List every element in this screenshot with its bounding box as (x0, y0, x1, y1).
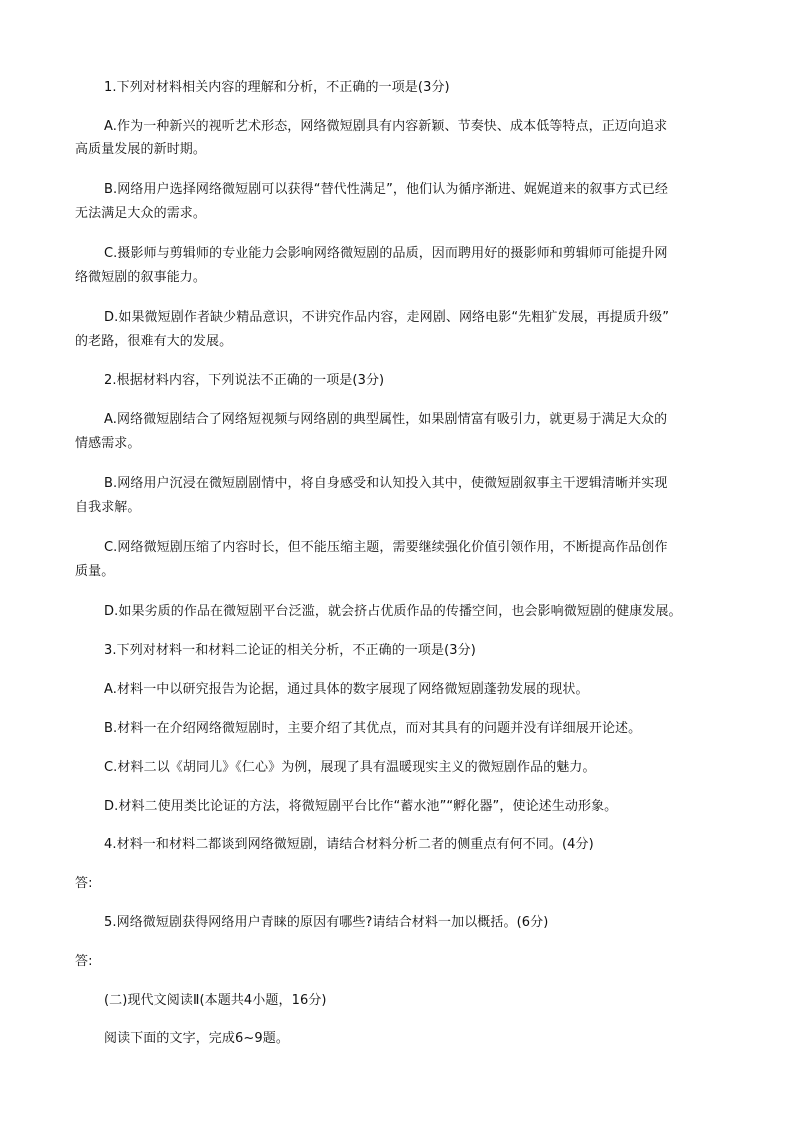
question-3-stem: 3.下列对材料一和材料二论证的相关分析，不正确的一项是(3分) (104, 643, 476, 658)
question-5-stem: 5.网络微短剧获得网络用户青睐的原因有哪些?请结合材料一加以概括。(6分) (104, 915, 549, 930)
question-1-stem: 1.下列对材料相关内容的理解和分析，不正确的一项是(3分) (104, 80, 450, 95)
question-1-option-c-line1: C.摄影师与剪辑师的专业能力会影响网络微短剧的品质，因而聘用好的摄影师和剪辑师可能提升网 (104, 246, 668, 261)
question-2-option-d-line1: D.如果劣质的作品在微短剧平台泛滥，就会挤占优质作品的传播空间，也会影响微短剧的健康发展。 (104, 604, 682, 619)
question-1-option-d-line1: D.如果微短剧作者缺少精品意识，不讲究作品内容，走网剧、网络电影“先粗犷发展，再提质升级” (104, 310, 670, 325)
question-4-answer-label: 答: (75, 876, 93, 891)
question-2-option-a-line1: A.网络微短剧结合了网络短视频与网络剧的典型属性，如果剧情富有吸引力，就更易于满足大众的 (104, 412, 668, 427)
question-4-stem: 4.材料一和材料二都谈到网络微短剧，请结合材料分析二者的侧重点有何不同。(4分) (104, 837, 594, 852)
question-5-answer-label: 答: (75, 954, 93, 969)
question-1-option-c-line2: 络微短剧的叙事能力。 (75, 270, 207, 285)
question-2-option-a-line2: 情感需求。 (75, 436, 141, 451)
question-2-option-b-line1: B.网络用户沉浸在微短剧剧情中，将自身感受和认知投入其中，使微短剧叙事主干逻辑清晰并实现 (104, 476, 668, 491)
question-1-option-b-line1: B.网络用户选择网络微短剧可以获得“替代性满足”，他们认为循序渐进、娓娓道来的叙事方式已经 (104, 182, 669, 197)
question-3-option-a: A.材料一中以研究报告为论据，通过具体的数字展现了网络微短剧蓬勃发展的现状。 (104, 682, 589, 697)
question-2-option-c-line2: 质量。 (75, 564, 115, 579)
question-3-option-b: B.材料一在介绍网络微短剧时，主要介绍了其优点，而对其具有的问题并没有详细展开论述。 (104, 721, 642, 736)
question-1-option-b-line2: 无法满足大众的需求。 (75, 206, 207, 221)
section-heading: (二)现代文阅读Ⅱ(本题共4小题，16分) (104, 993, 327, 1008)
question-2-option-b-line2: 自我求解。 (75, 500, 141, 515)
question-3-option-d: D.材料二使用类比论证的方法，将微短剧平台比作“蓄水池”“孵化器”，使论述生动形象。 (104, 799, 618, 814)
question-2-stem: 2.根据材料内容，下列说法不正确的一项是(3分) (104, 373, 385, 388)
question-2-option-c-line1: C.网络微短剧压缩了内容时长，但不能压缩主题，需要继续强化价值引领作用，不断提高作品创作 (104, 540, 668, 555)
question-1-option-d-line2: 的老路，很难有大的发展。 (75, 334, 233, 349)
question-3-option-c: C.材料二以《胡同儿》《仁心》为例，展现了具有温暖现实主义的微短剧作品的魅力。 (104, 760, 596, 775)
question-1-option-a-line1: A.作为一种新兴的视听艺术形态，网络微短剧具有内容新颖、节奏快、成本低等特点，正迈向追求 (104, 119, 668, 134)
question-1-option-a-line2: 高质量发展的新时期。 (75, 142, 207, 157)
section-instruction: 阅读下面的文字，完成6~9题。 (104, 1031, 289, 1046)
